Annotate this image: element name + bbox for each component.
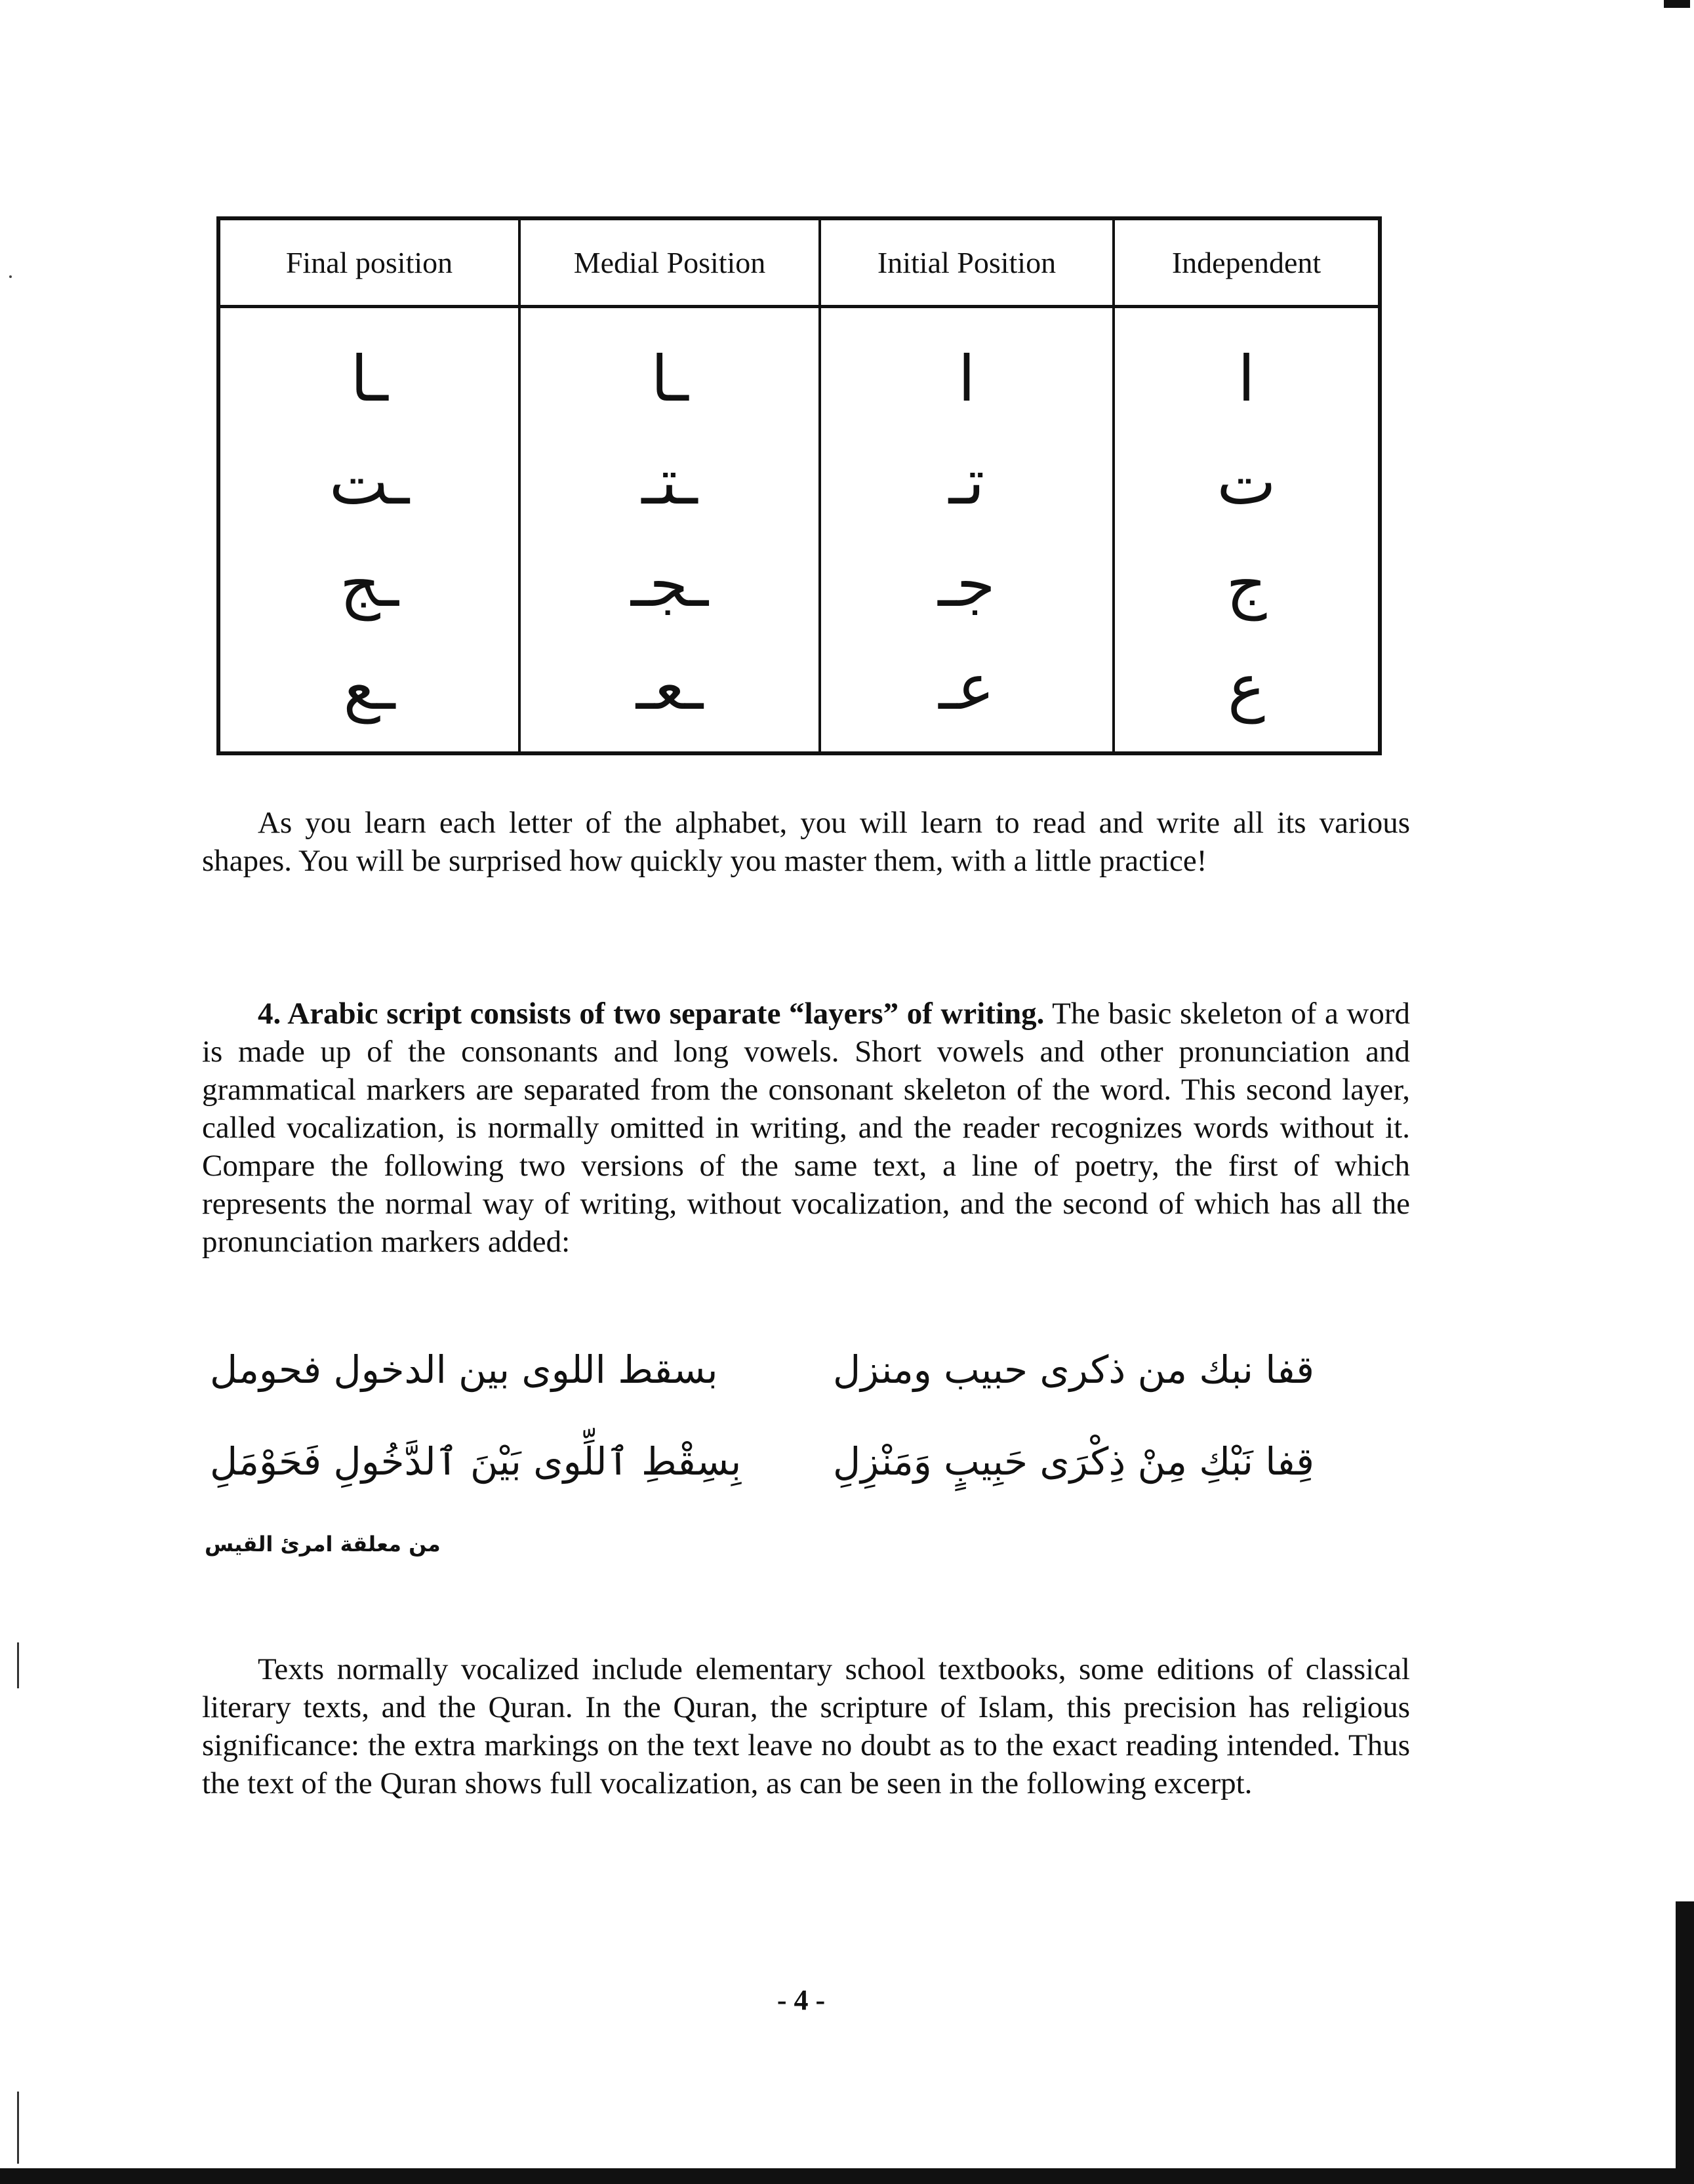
letter-alif-independent: ا [1238, 342, 1255, 416]
poem-attribution: من معلقة امرئ القيس [205, 1532, 441, 1557]
page-number: - 4 - [776, 1984, 826, 2016]
paragraph-text: As you learn each letter of the alphabet, you will learn to read and write all its various shapes. You will be surprised how quickly you master them, with a little practice! [202, 806, 1410, 878]
column-final [220, 308, 521, 751]
header-medial-position: Medial Position [521, 220, 821, 305]
letter-forms-table [216, 216, 1382, 755]
column-initial [821, 308, 1115, 751]
letter-ta-medial: ـتـ [641, 445, 698, 519]
letter-alif-medial: ـا [651, 342, 689, 416]
poem-vocalized-second-hemistich: بِسِقْطِ ٱللِّوى بَيْنَ ٱلدَّخُولِ فَحَوْمَلِ [210, 1439, 742, 1484]
header-independent: Independent [1171, 246, 1321, 279]
letter-jim-final: ـج [339, 547, 399, 622]
header-initial-position: Initial Position [821, 220, 1115, 305]
letter-ayn-initial: عـ [938, 650, 995, 724]
letter-ayn-medial: ـعـ [635, 650, 704, 724]
poem-plain-first-hemistich: قفا نبك من ذكرى حبيب ومنزل [833, 1347, 1315, 1392]
letter-ta-independent: ت [1217, 445, 1276, 519]
scan-artifact [0, 2168, 1694, 2184]
letter-alif-final: ـا [350, 342, 388, 416]
letter-ayn-independent: ع [1227, 650, 1266, 724]
paragraph-letter-shapes [202, 804, 1410, 880]
poem-vocalized-first-hemistich: قِفا نَبْكِ مِنْ ذِكْرَى حَبِيبٍ وَمَنْزِلِ [833, 1439, 1315, 1484]
scan-artifact [1676, 1901, 1694, 2184]
poem-plain-second-hemistich: بسقط اللوى بين الدخول فحومل [210, 1347, 718, 1392]
table-header-row [220, 220, 1378, 308]
scan-artifact [17, 1642, 19, 1688]
paragraph-text: The basic skeleton of a word is made up of the consonants and long vowels. Short vowels and other pronunciation and grammatical markers are separated from the consonant skeleton of the word. This second layer, called vocalization, is normally omitted in writing, and the reader recognizes words without it. Compare the following two versions of the same text, a line of poetry, the first of which represents the normal way of writing, without vocalization, and the second of which has all the pronunciation markers added: [202, 997, 1410, 1259]
column-medial [521, 308, 821, 751]
column-independent [1115, 308, 1378, 751]
letter-ta-final: ـت [329, 445, 410, 519]
paragraph-two-layers [202, 995, 1410, 1261]
paragraph-vocalized-texts [202, 1650, 1410, 1802]
scan-artifact [1664, 0, 1690, 8]
letter-jim-medial: ـجـ [630, 547, 709, 622]
letter-ta-initial: تـ [948, 445, 985, 519]
letter-jim-initial: جـ [938, 547, 996, 622]
section-heading: 4. Arabic script consists of two separate “layers” of writing. [258, 997, 1045, 1031]
paragraph-text: Texts normally vocalized include elementary school textbooks, some editions of classical literary texts, and the Quran. In the Quran, the scripture of Islam, this precision has religious significance: the extra markings on the text leave no doubt as to the exact reading intended. Thus the text of the Quran shows full vocalization, as can be seen in the following excerpt. [202, 1652, 1410, 1800]
header-final-position: Final position [220, 220, 521, 305]
letter-alif-initial: ا [958, 342, 976, 416]
table-body [220, 308, 1378, 751]
letter-jim-independent: ج [1226, 547, 1267, 622]
letter-ayn-final: ـع [343, 650, 395, 724]
scan-artifact [17, 2092, 19, 2164]
scan-artifact [9, 275, 12, 278]
